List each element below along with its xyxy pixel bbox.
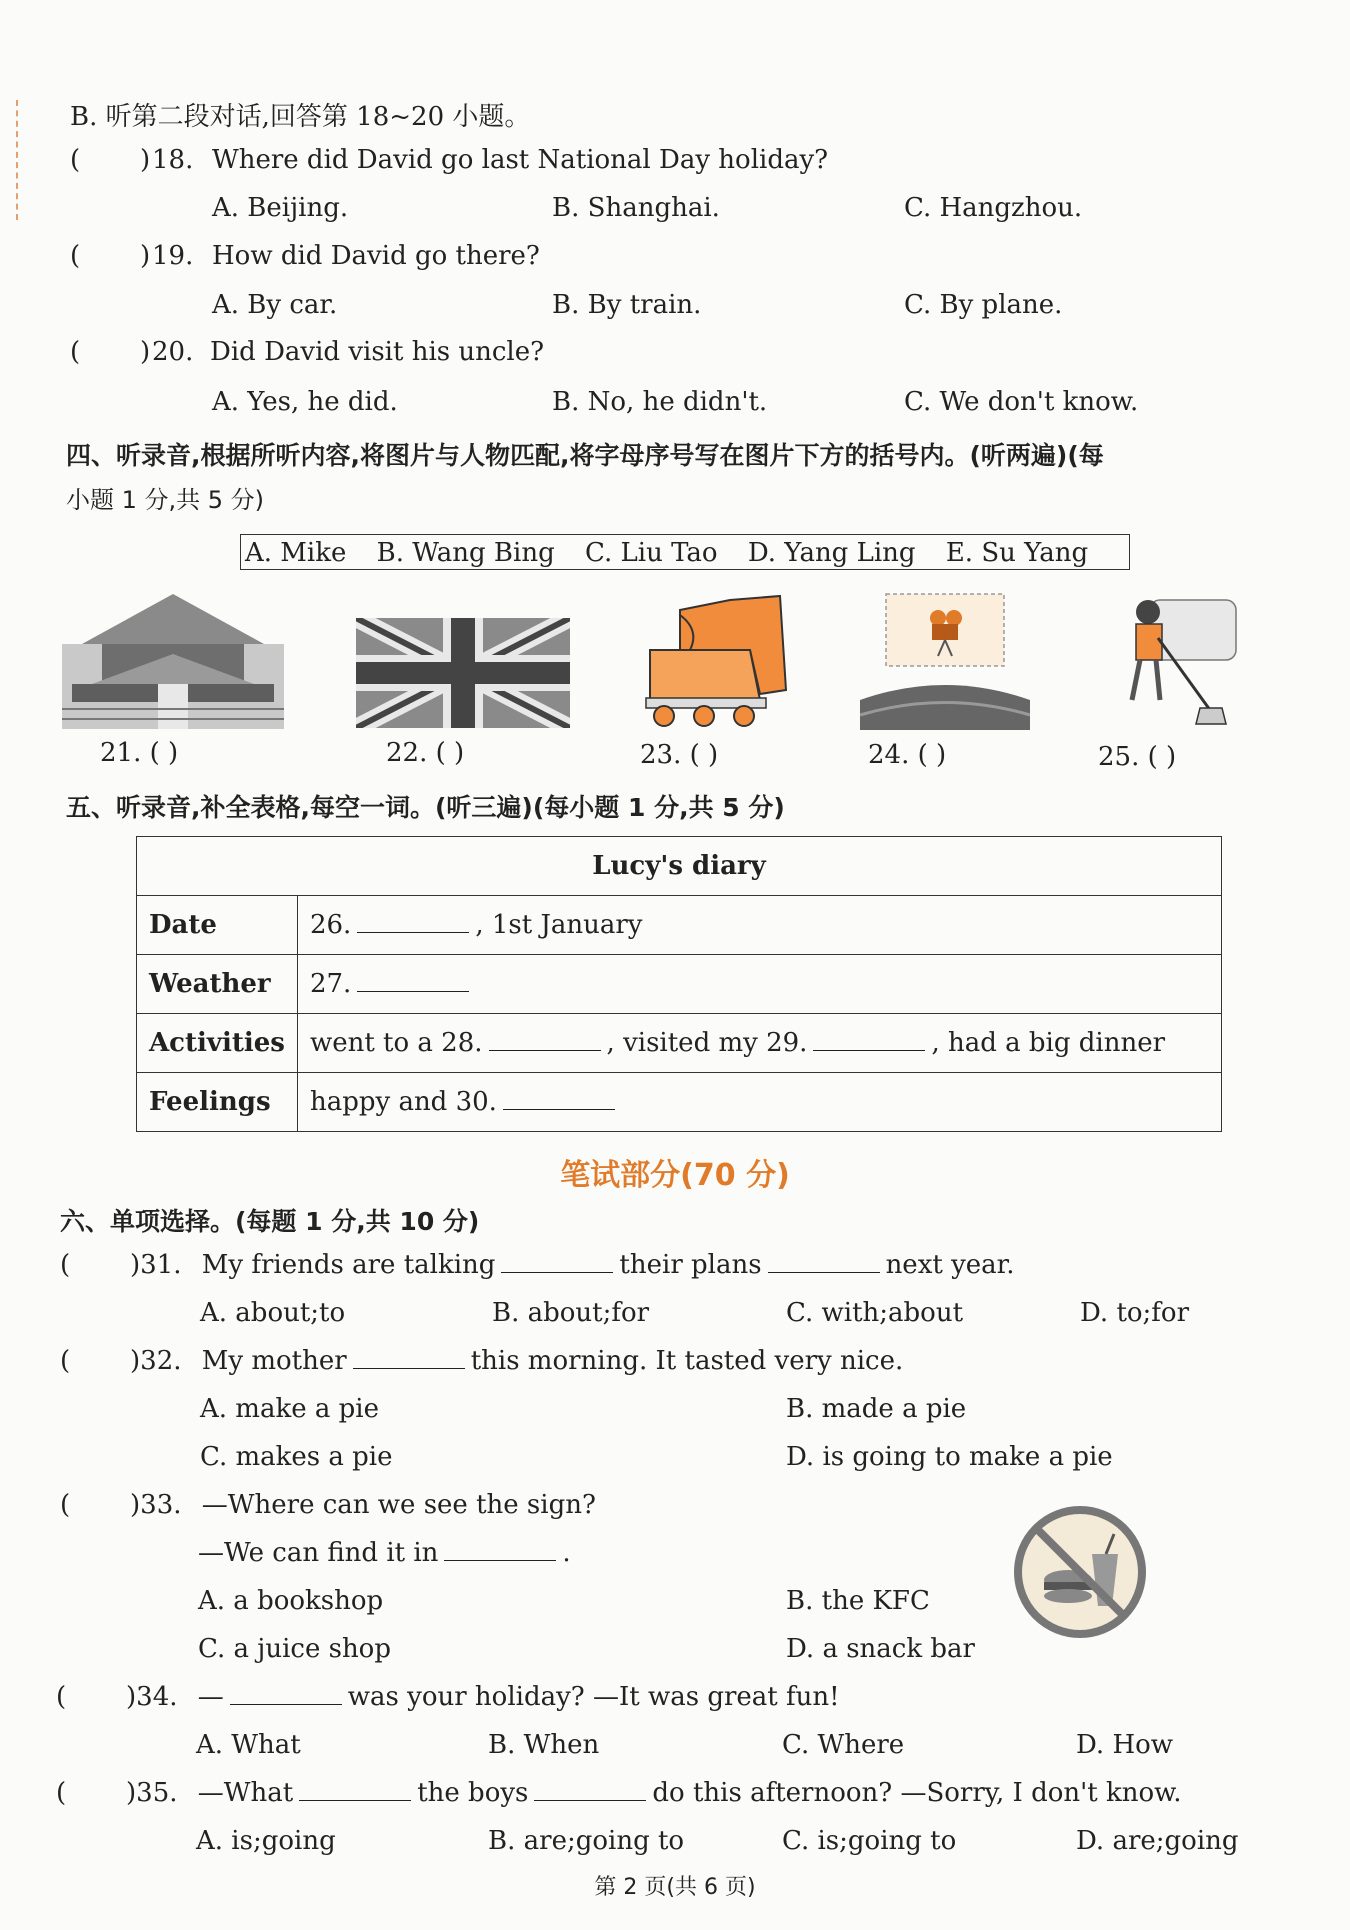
q19-option-b: B. By train.	[552, 290, 702, 320]
q18-text: Where did David go last National Day holiday?	[212, 145, 829, 175]
q35-paren: (	[56, 1778, 67, 1808]
q18-paren-close: )	[140, 145, 151, 175]
q30-number: happy and 30.	[309, 1087, 497, 1117]
q29-blank[interactable]	[813, 1028, 925, 1051]
diary-table	[136, 836, 1222, 1132]
q33-number: 33.	[140, 1490, 182, 1520]
q19-text: How did David go there?	[212, 241, 540, 271]
cinema-picture	[860, 590, 1030, 730]
q35-line	[126, 1778, 1182, 1808]
q35-part-c: do this afternoon? —Sorry, I don't know.	[652, 1778, 1182, 1808]
q20-number: 20.	[152, 337, 194, 367]
q32-part-b: this morning. It tasted very nice.	[470, 1346, 904, 1376]
q31-option-b: B. about;for	[492, 1298, 650, 1328]
q33-option-c: C. a juice shop	[198, 1634, 391, 1664]
q34-option-a: A. What	[196, 1730, 301, 1760]
q33-option-a: A. a bookshop	[198, 1586, 384, 1616]
page-footer: 第 2 页(共 6 页)	[594, 1875, 756, 1900]
q20-option-c: C. We don't know.	[904, 387, 1139, 417]
q31-paren: (	[60, 1250, 71, 1280]
label-23: 23. ( )	[640, 740, 719, 770]
q20-option-b: B. No, he didn't.	[552, 387, 768, 417]
name-a: A. Mike	[245, 538, 347, 568]
q34-blank[interactable]	[230, 1682, 342, 1705]
q35-option-a: A. is;going	[196, 1826, 336, 1856]
q34-option-b: B. When	[488, 1730, 600, 1760]
names-box	[240, 534, 1130, 570]
q20-paren: (	[70, 337, 81, 367]
row-label-date: Date	[137, 896, 298, 955]
q33-close: )	[130, 1490, 141, 1520]
q35-part-b: the boys	[417, 1778, 529, 1808]
q28-number: went to a 28.	[309, 1028, 483, 1058]
q33-answer-stem: —We can find it in	[198, 1538, 439, 1568]
q32-option-a: A. make a pie	[200, 1394, 379, 1424]
q20-text: Did David visit his uncle?	[210, 337, 545, 367]
q33-line2: —We can find it in .	[198, 1538, 571, 1568]
name-c: C. Liu Tao	[585, 538, 718, 568]
q32-number: 32.	[140, 1346, 182, 1376]
q18-option-c: C. Hangzhou.	[904, 193, 1083, 223]
q34-number: 34.	[136, 1682, 178, 1712]
q34-option-c: C. Where	[782, 1730, 905, 1760]
q34-paren: (	[56, 1682, 67, 1712]
q31-part-c: next year.	[885, 1250, 1015, 1280]
q33-blank[interactable]	[444, 1538, 556, 1561]
q35-part-a: —What	[197, 1778, 294, 1808]
q26-number: 26.	[309, 910, 352, 940]
uk-flag-picture	[356, 618, 570, 728]
q32-close: )	[130, 1346, 141, 1376]
q20-paren-close: )	[140, 337, 151, 367]
row-weather	[297, 955, 1221, 1014]
label-25: 25. ( )	[1098, 742, 1177, 772]
q19-option-c: C. By plane.	[904, 290, 1063, 320]
binding-strip	[0, 100, 18, 220]
q34-option-d: D. How	[1076, 1730, 1174, 1760]
no-food-drink-sign-icon	[1010, 1502, 1150, 1642]
name-b: B. Wang Bing	[376, 538, 555, 568]
q31-number: 31.	[140, 1250, 182, 1280]
row-activities	[297, 1014, 1221, 1073]
q31-blank-2[interactable]	[768, 1250, 880, 1273]
q29-number: , visited my 29.	[606, 1028, 808, 1058]
q31-close: )	[130, 1250, 141, 1280]
diary-title: Lucy's diary	[137, 837, 1222, 896]
name-d: D. Yang Ling	[747, 538, 916, 568]
section5-title: 五、听录音,补全表格,每空一词。(听三遍)(每小题 1 分,共 5 分)	[66, 793, 785, 822]
q32-option-b: B. made a pie	[786, 1394, 967, 1424]
section4-title: 四、听录音,根据所听内容,将图片与人物匹配,将字母序号写在图片下方的括号内。(听两遍)(每	[66, 441, 1104, 470]
written-part-title: 笔试部分(70 分)	[560, 1158, 790, 1193]
q33-question: —Where can we see the sign?	[201, 1490, 596, 1520]
section4-title-line2: 小题 1 分,共 5 分)	[66, 486, 265, 514]
q32-option-d: D. is going to make a pie	[786, 1442, 1113, 1472]
q32-part-a: My mother	[201, 1346, 347, 1376]
name-e: E. Su Yang	[945, 538, 1089, 568]
q35-number: 35.	[136, 1778, 178, 1808]
q33-line1	[130, 1490, 596, 1520]
q26-blank[interactable]	[357, 910, 469, 933]
q32-paren: (	[60, 1346, 71, 1376]
label-22: 22. ( )	[386, 738, 465, 768]
row-label-activities: Activities	[137, 1014, 298, 1073]
row-label-weather: Weather	[137, 955, 298, 1014]
q34-line	[126, 1682, 840, 1712]
section6-title: 六、单项选择。(每题 1 分,共 10 分)	[60, 1207, 480, 1236]
q32-line	[130, 1346, 903, 1376]
q32-blank[interactable]	[353, 1346, 465, 1369]
boy-cleaning-picture	[1110, 590, 1240, 730]
q34-close: )	[126, 1682, 137, 1712]
q31-part-a: My friends are talking	[201, 1250, 496, 1280]
q26-after: , 1st January	[475, 910, 643, 940]
q33-option-b: B. the KFC	[786, 1586, 930, 1616]
q27-number: 27.	[309, 969, 352, 999]
q31-part-b: their plans	[619, 1250, 762, 1280]
row-date	[297, 896, 1221, 955]
q31-option-c: C. with;about	[786, 1298, 964, 1328]
listening-b-header: B. 听第二段对话,回答第 18~20 小题。	[70, 102, 531, 132]
q18-number: 18.	[152, 145, 194, 175]
q18-option-b: B. Shanghai.	[552, 193, 720, 223]
label-21: 21. ( )	[100, 738, 179, 768]
q19-paren: (	[70, 241, 81, 271]
roller-skates-picture	[640, 590, 790, 728]
q30-blank[interactable]	[503, 1087, 615, 1110]
q32-option-c: C. makes a pie	[200, 1442, 393, 1472]
row-feelings	[297, 1073, 1221, 1132]
q34-part-a: —	[197, 1682, 224, 1712]
q33-option-d: D. a snack bar	[786, 1634, 975, 1664]
q18-paren: (	[70, 145, 81, 175]
q34-part-b: was your holiday? —It was great fun!	[347, 1682, 840, 1712]
q20-option-a: A. Yes, he did.	[212, 387, 398, 417]
q31-blank-1[interactable]	[501, 1250, 613, 1273]
q19-number: 19.	[152, 241, 194, 271]
row-label-feelings: Feelings	[137, 1073, 298, 1132]
q35-option-b: B. are;going to	[488, 1826, 685, 1856]
q31-option-d: D. to;for	[1080, 1298, 1190, 1328]
q31-line	[130, 1250, 1014, 1280]
q35-option-c: C. is;going to	[782, 1826, 957, 1856]
palace-picture	[62, 584, 284, 729]
q18-option-a: A. Beijing.	[212, 193, 349, 223]
activities-after: , had a big dinner	[931, 1028, 1166, 1058]
q35-close: )	[126, 1778, 137, 1808]
q19-paren-close: )	[140, 241, 151, 271]
q31-option-a: A. about;to	[200, 1298, 346, 1328]
q35-option-d: D. are;going	[1076, 1826, 1239, 1856]
q27-blank[interactable]	[357, 969, 469, 992]
q33-paren: (	[60, 1490, 71, 1520]
label-24: 24. ( )	[868, 740, 947, 770]
q28-blank[interactable]	[489, 1028, 601, 1051]
q19-option-a: A. By car.	[212, 290, 338, 320]
q35-blank-1[interactable]	[299, 1778, 411, 1801]
q35-blank-2[interactable]	[534, 1778, 646, 1801]
